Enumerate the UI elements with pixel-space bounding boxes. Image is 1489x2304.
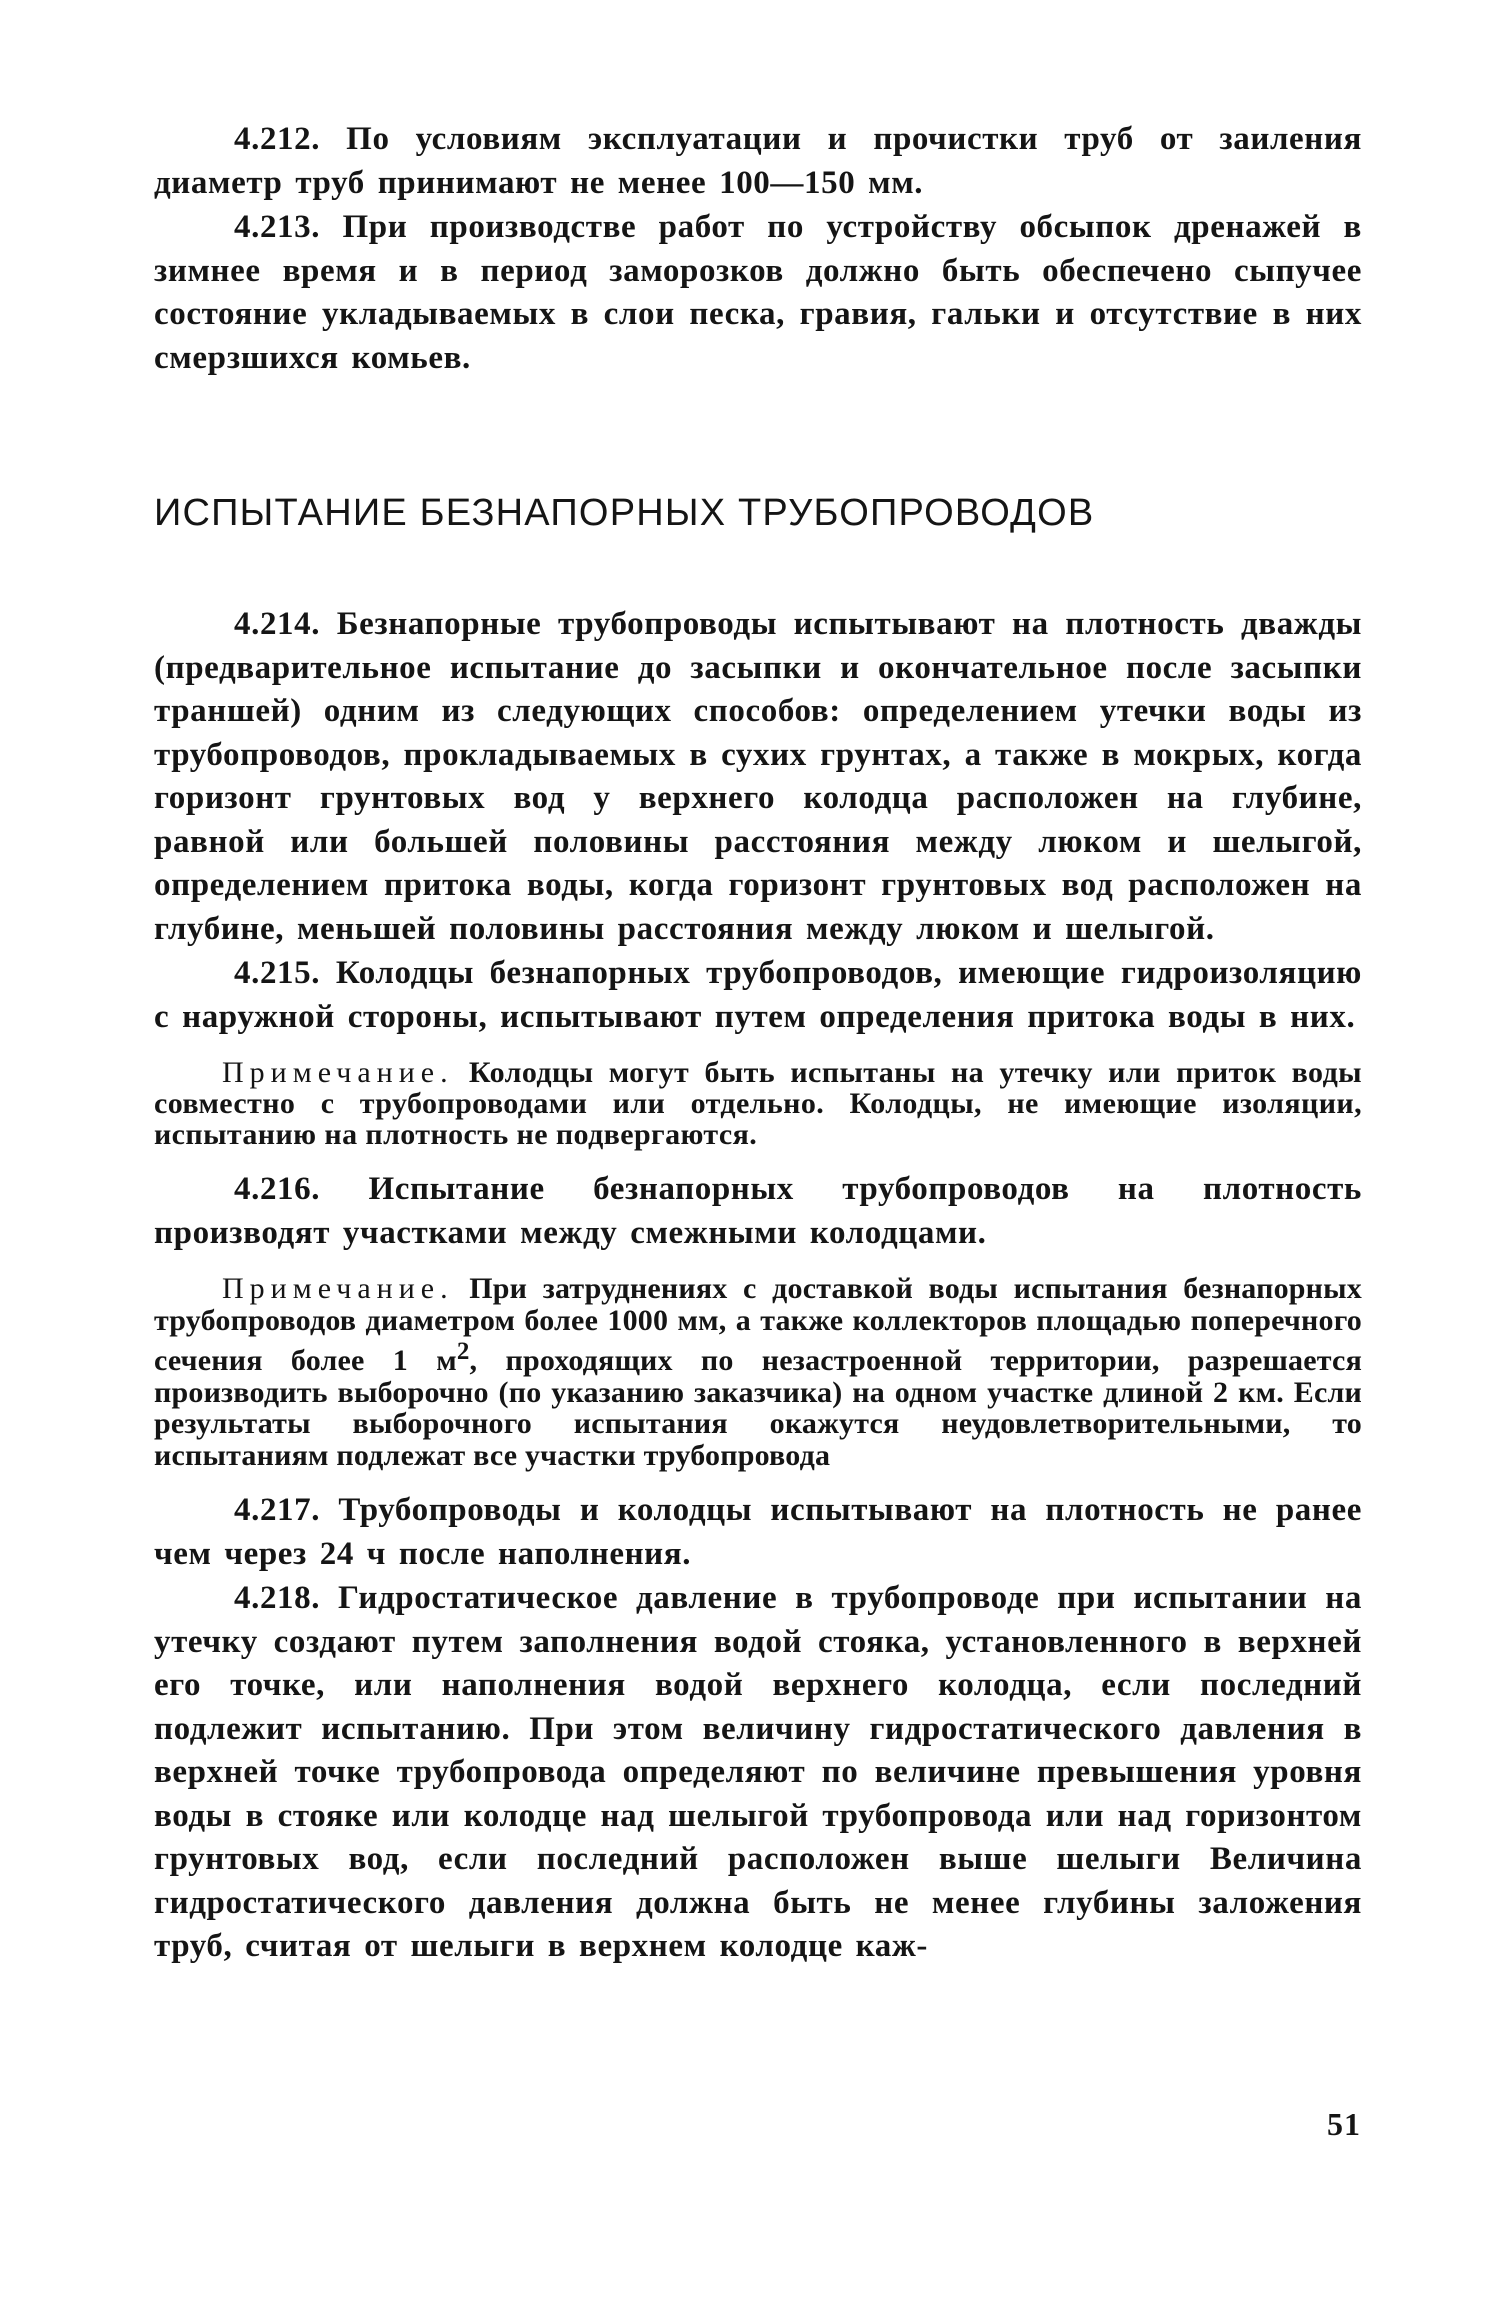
note-label: Примечание. [222, 1272, 454, 1305]
page-number: 51 [1327, 2106, 1361, 2142]
paragraph-number: 4.216. [234, 1171, 321, 1207]
paragraph-text: Трубопроводы и колодцы испытывают на плотность не ранее чем через 24 ч после наполнения. [154, 1492, 1362, 1572]
paragraph-number: 4.213. [234, 209, 321, 245]
note-text: Колодцы могут быть испытаны на утечку или приток воды совместно с трубопроводами или отдельно. Колодцы, не имеющие изоляции, испытанию на плотность не подвергаются. [154, 1056, 1362, 1151]
paragraph-text: При производстве работ по устройству обсыпок дренажей в зимнее время и в период заморозков должно быть обеспечено сыпучее состояние укладываемых в слои песка, гравия, гальки и отсутствие в них смерзшихся комьев. [154, 209, 1362, 376]
note-2 [154, 1273, 1362, 1471]
section-heading: ИСПЫТАНИЕ БЕЗНАПОРНЫХ ТРУБОПРОВОДОВ [154, 492, 1095, 534]
paragraph-4-213 [154, 206, 1362, 380]
paragraph-4-215 [154, 952, 1362, 1039]
paragraph-number: 4.218. [234, 1580, 321, 1616]
paragraph-text: Безнапорные трубопроводы испытывают на плотность дважды (предварительное испытание до засыпки и окончательное после засыпки траншей) одним из следующих способов: определением утечки воды из трубопроводов, прокладываемых в сухих грунтах, а также в мокрых, когда горизонт грунтовых вод у верхнего колодца расположен на глубине, равной или большей половины расстояния между люком и шелыгой, определением притока воды, когда горизонт грунтовых вод расположен на глубине, меньшей половины расстояния между люком и шелыгой. [154, 606, 1362, 947]
note-1 [154, 1057, 1362, 1150]
superscript: 2 [456, 1338, 470, 1365]
text-column [154, 118, 1362, 1969]
paragraph-text: Гидростатическое давление в трубопроводе при испытании на утечку создают путем заполнения водой стояка, установленного в верхней его точке, или наполнения водой верхнего колодца, если последний подлежит испытанию. При этом величину гидростатического давления в верхней точке трубопровода определяют по величине превышения уровня воды в стояке или колодце над шелыгой трубопровода или над горизонтом грунтовых вод, если последний расположен выше шелыги Величина гидростатического давления должна быть не менее глубины заложения труб, считая от шелыги в верхнем колодце каж- [154, 1580, 1362, 1964]
paragraph-4-212 [154, 118, 1362, 205]
paragraph-4-217 [154, 1489, 1362, 1576]
paragraph-text: Испытание безнапорных трубопроводов на плотность производят участками между смежными колодцами. [154, 1171, 1362, 1251]
note-text-after: , проходящих по незастроенной территории, разрешается производить выборочно (по указанию заказчика) на одном участке длиной 2 км. Если результаты выборочного испытания окажутся неудовлетворительными, то испытаниям подлежат все участки трубопровода [154, 1344, 1362, 1472]
note-label: Примечание. [222, 1056, 454, 1089]
paragraph-4-214 [154, 603, 1362, 951]
paragraph-number: 4.214. [234, 606, 321, 642]
paragraph-text: Колодцы безнапорных трубопроводов, имеющие гидроизоляцию с наружной стороны, испытывают путем определения притока воды в них. [154, 955, 1362, 1035]
paragraph-4-216 [154, 1168, 1362, 1255]
paragraph-number: 4.215. [234, 955, 321, 991]
paragraph-text: По условиям эксплуатации и прочистки труб от заиления диаметр труб принимают не менее 100—150 мм. [154, 121, 1362, 201]
note-text-before: При затруднениях с доставкой воды испытания безнапорных трубопроводов диаметром более 1000 мм, а также коллекторов площадью поперечного сечения более 1 м [154, 1272, 1362, 1377]
paragraph-4-218 [154, 1577, 1362, 1969]
paragraph-number: 4.217. [234, 1492, 321, 1528]
paragraph-number: 4.212. [234, 121, 321, 157]
